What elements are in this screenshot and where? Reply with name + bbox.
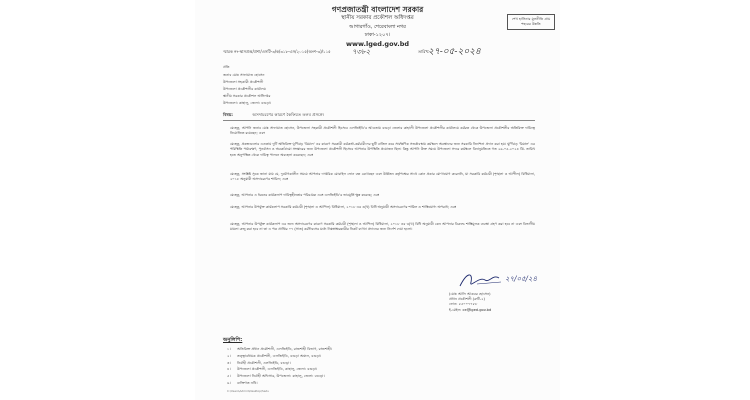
address-line: আগারগাঁও, শেরেবাংলা নগর [349,24,406,30]
date-handwritten: ২৭-০৫-২০২৪ [428,47,481,57]
subject-text: অসদাচরণের কারণে কৈফিয়ত তলব প্রসঙ্গে। [252,112,325,117]
city-line: ঢাকা-১২০৭। [364,32,391,38]
signature-date: ২৭/০৫/২৪ [505,275,538,283]
signature-scribble [457,270,547,290]
subject-divider [223,120,535,121]
official-letter-page [195,0,560,400]
memo-handwritten-number: ৭৩৮২ [352,48,371,56]
file-path-footer: C:\Users\Admin\Desktop\Sadu [227,388,269,393]
signatory-name: (মোঃ আলি আকবর হোসেন) [449,292,491,296]
signature-block [449,292,491,313]
government-title: গণপ্রজাতন্ত্রী বাংলাদেশ সরকার [331,5,424,14]
subject-label: বিষয়: [223,112,233,117]
cc-item: ৪। উপজেলা প্রকৌশলী, এলজিইডি, কাহালু, জেলা: বগুড়া। [227,367,318,372]
body-paragraph: যেহেতু, সংশ্লিষ্ট সূত্রে জানা যায় যে, দুর্যোগকালীন সময়ে আপনার দাপ্তরিক মোবাইল ফোন বন্ধ রেখেছেন এবং উর্ধ্বতন কর্তৃপক্ষের সাথে কোন প্রকার যোগাযোগ করেননি, যা সরকারি কর্মচারী (শৃঙ্খলা ও আপীল) বিধিমালা, ২০১৮ অনুযায়ী অসদাচরণের শামিল; এবং [230,172,535,182]
body-paragraph: যেহেতু, আপনার এ ধরনের কার্যকলাপ দায়িত্বহীনতার পরিচায়ক এবং এলজিইডি'র ভাবমূর্তি ক্ষুন্ন করেছে; এবং [230,193,380,197]
body-paragraph: যেহেতু, প্রকল্পগুলোর এওতায় দুটি অতিরিক্ত ঘূর্ণিঝড় 'রিমাল' এর কারণে সরকারী কর্মকর্তা-কর্মচারীদের ছুটি বাতিল করে সার্বক্ষণিক সতর্কাবস্থায় কর্মস্থলে অবস্থানের জন্য সরকারি নির্দেশনা প্রদান করা হয়। ঘূর্ণিঝড় 'রিমাল' এর পরিস্থিতি পর্যবেক্ষণ, পুনর্বাসন ও অবকাঠামো সংস্কারের জন্য উপজেলা প্রকৌশলী হিসেবে আপনার উপস্থিতি প্রয়োজন ছিল। কিন্তু আপনি উক্ত সময়ে উপজেলা সদরে কর্মস্থলে বিনানুমতিতে গত ২৬-০৫-২০২৪ খ্রি. তারিখ হতে অনুপস্থিত থেকে দায়িত্ব পালনে অবহেলা করেছেন; এবং [230,142,535,157]
body-paragraph: যেহেতু, আপনার উপর্যুক্ত কার্যকলাপ এর জন্য অসদাচরণের কারণে সরকারি কর্মচারী (শৃঙ্খলা ও আপিল) বিধিমালা, ২০১৮ এর ৩(খ) বিধি অনুযায়ী কেন আপনার বিরুদ্ধে শাস্তিমূলক ব্যবস্থা গ্রহণ করা হবে না এবং বিভাগীয় মামলা রুজু করা হবে না তা এ পত্র প্রাপ্তির ০৭ (সাত) কর্মদিবসের মধ্যে নিম্নস্বাক্ষরকারীর নিকট ব্যাখ্যা প্রদানের জন্য নির্দেশ দেয়া হলো। [230,222,535,232]
recipient-line: জনাব মোঃ সাফায়াত হোসেন [223,73,265,77]
website-link[interactable]: www.lged.gov.bd [345,40,410,48]
cc-title: অনুলিপি: [223,337,243,343]
signatory-phone: ফোন: ৫৫০০৭৭৮৮ [449,302,478,307]
cc-item: ২। তত্ত্বাবধায়ক প্রকৌশলী, এলজিইডি, বগুড়া অঞ্চল, বগুড়া। [227,353,322,358]
recipient-line: উপজেলা সহকারী প্রকৌশলী [223,80,264,84]
body-paragraph: যেহেতু, আপনি জনাব মোঃ সাফায়াত হোসেন, উপজেলা সহকারী প্রকৌশলী হিসেবে এলজিইডি'র আওতায় বগুড়া জেলার কাহালী উপজেলা প্রকৌশলীর কার্যালয়ে কর্মরত থেকে উপজেলা প্রকৌশলীর অতিরিক্ত দায়িত্বে নিয়োজিত রয়েছেন; এবং [230,126,535,136]
cc-item: ১। অতিরিক্ত প্রধান প্রকৌশলী, এলজিইডি, রাজশাহী বিভাগ, রাজশাহী। [227,347,333,351]
cc-item: ৫। উপজেলা নির্বাহী অফিসার, উপজেলা: কাহালু, জেলা: বগুড়া। [227,374,325,379]
subject-line [223,112,324,119]
date-label: তারিখ: [418,49,430,54]
cc-list [227,346,332,395]
signatory-email[interactable]: ই-মেইল: ce@lged.gov.bd [449,307,492,312]
memo-reference: স্মারক নং-স্থাসপ্রঅ/প্রশা/এসটি-৩/ক/৩১৮-এস/২০১৫(অংশ-৩)/১১৫ [223,49,331,54]
signatory-designation: প্রধান প্রকৌশলী (রুটি-২) [449,297,485,302]
recipient-line: স্থানীয় সরকার প্রকৌশল অধিদপ্তর [223,94,271,98]
body-paragraph: যেহেতু, আপনার উপর্যুক্ত কার্যকলাপ সরকারি কর্মচারী (শৃঙ্খলা ও আপিল) বিধিমালা, ২০১৮ এর ৩(খ) বিধি অনুযায়ী অসদাচরণের শামিল ও শাস্তিযোগ্য অপরাধ; এবং [230,205,457,209]
recipient-prefix: প্রতি [223,65,230,69]
recipient-line: উপজেলা প্রকৌশলীর কার্যালয় [223,87,266,91]
cc-item: ৬। ব্যক্তিগত নথি। [227,380,258,385]
recipient-line: উপজেলা: কাহালু, জেলা: বগুড়া। [223,101,272,105]
cc-item: ৩। নির্বাহী প্রকৌশলী, এলজিইডি, বগুড়া। [227,360,291,365]
department-name: স্থানীয় সরকার প্রকৌশল অধিদপ্তর [341,15,414,21]
slogan-box: শেখ হাসিনার মূলনীতি গ্রাম শহরের উন্নতি [507,14,555,30]
